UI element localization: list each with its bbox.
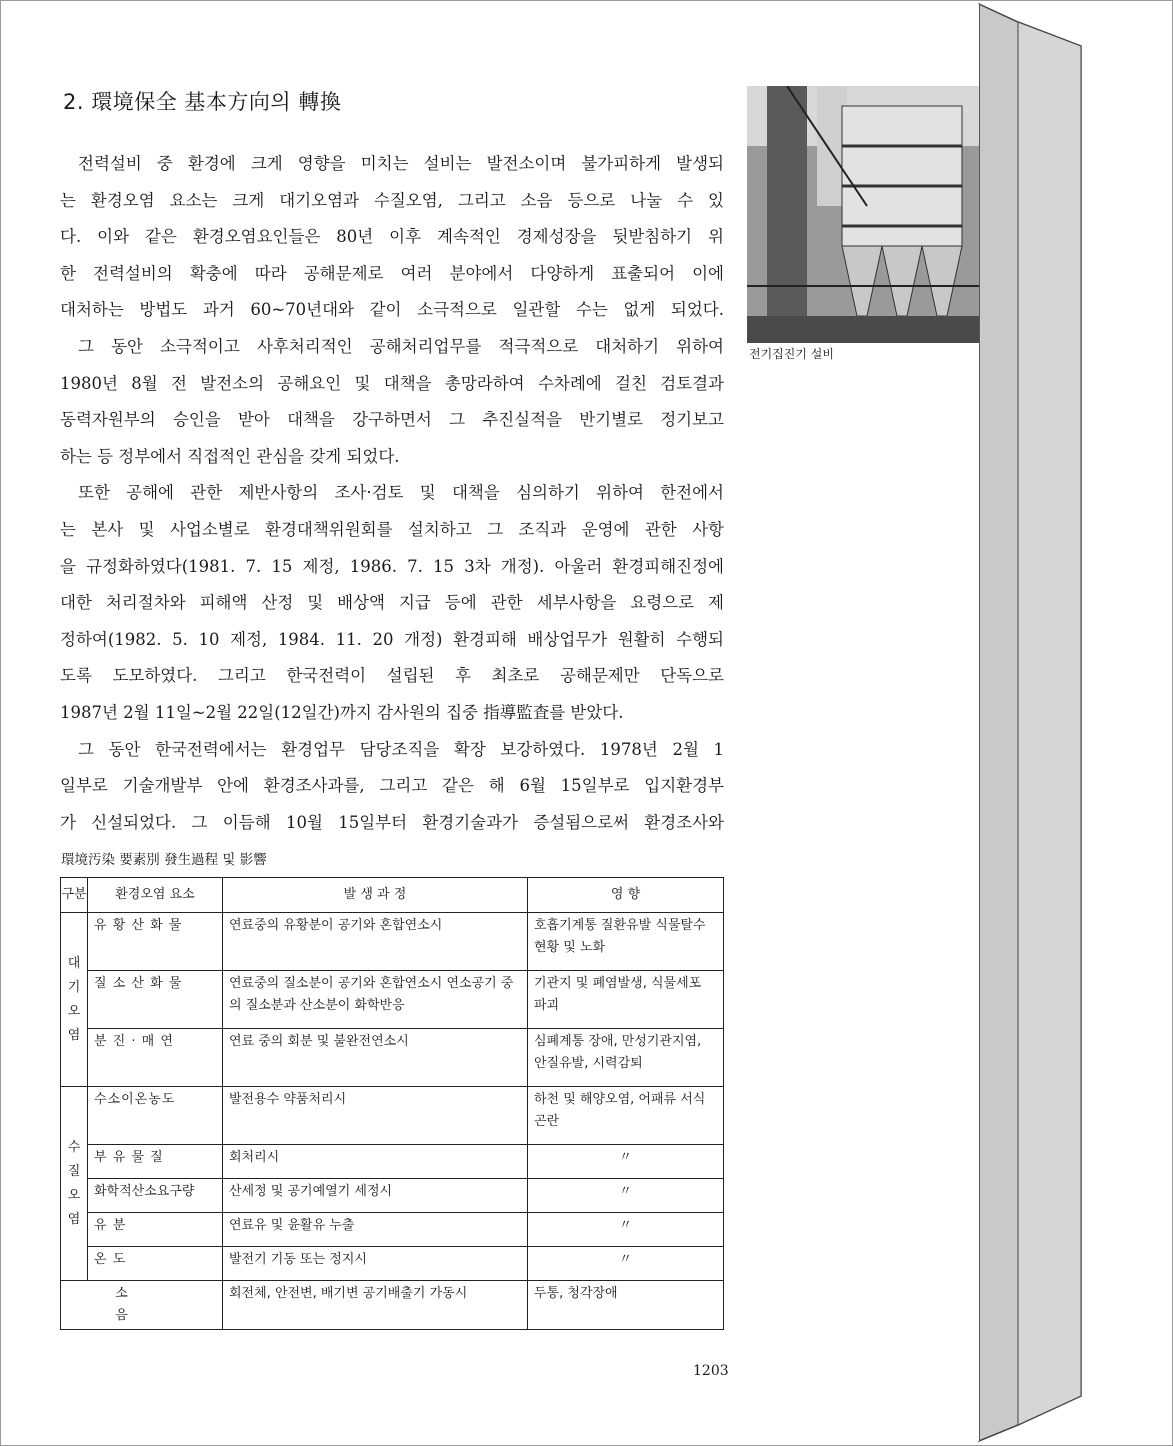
pollution-table	[60, 877, 724, 1330]
body-line: 일부로 기술개발부 안에 환경조사과를, 그리고 같은 해 6월 15일부로 입지환경부	[60, 776, 724, 796]
table-row	[61, 913, 724, 971]
process-cell: 발전기 기동 또는 정지시	[223, 1247, 528, 1281]
effect-cell: 호흡기계통 질환유발 식물탈수 현황 및 노화	[528, 913, 724, 971]
table-row	[61, 1247, 724, 1281]
element-cell: 질 소 산 화 물	[88, 971, 223, 1029]
element-cell: 분 진 · 매 연	[88, 1029, 223, 1087]
table-row	[61, 1029, 724, 1087]
noise-label: 소 음	[61, 1281, 223, 1330]
element-cell: 유 분	[88, 1213, 223, 1247]
table-row	[61, 1213, 724, 1247]
body-line: 그 동안 한국전력에서는 환경업무 담당조직을 확장 보강하였다. 1978년 2월 1	[78, 739, 724, 759]
table-row	[61, 1145, 724, 1179]
effect-cell: 기관지 및 폐염발생, 식물세포 파괴	[528, 971, 724, 1029]
body-line: 대처하는 방법도 과거 60~70년대와 같이 소극적으로 일관할 수는 없게 되었다.	[60, 300, 724, 320]
table-row	[61, 971, 724, 1029]
body-line: 한 전력설비의 확충에 따라 공해문제로 여러 분야에서 다양하게 표출되어 이에	[60, 263, 724, 283]
effect-cell: 심폐계통 장애, 만성기관지염, 안질유발, 시력감퇴	[528, 1029, 724, 1087]
process-cell: 연료중의 질소분이 공기와 혼합연소시 연소공기 중의 질소분과 산소분이 화학반응	[223, 971, 528, 1029]
body-line: 는 환경오염 요소는 크게 대기오염과 수질오염, 그리고 소음 등으로 나눌 수 있	[60, 190, 724, 210]
element-cell: 유 황 산 화 물	[88, 913, 223, 971]
header-category: 구분	[61, 878, 88, 913]
body-line: 1980년 8월 전 발전소의 공해요인 및 대책을 총망라하여 수차례에 걸친 검토결과	[60, 373, 724, 393]
body-line: 는 본사 및 사업소별로 환경대책위원회를 설치하고 그 조직과 운영에 관한 사항	[60, 519, 724, 539]
precipitator-photo	[747, 86, 979, 343]
process-cell: 연료유 및 윤활유 누출	[223, 1213, 528, 1247]
process-cell: 연료 중의 회분 및 불완전연소시	[223, 1029, 528, 1087]
process-cell: 회처리시	[223, 1145, 528, 1179]
section-heading: 2. 環境保全 基本方向의 轉換	[63, 90, 342, 114]
body-line: 전력설비 중 환경에 크게 영향을 미치는 설비는 발전소이며 불가피하게 발생되	[78, 154, 724, 173]
group-air	[61, 913, 88, 1087]
body-line: 또한 공해에 관한 제반사항의 조사·검토 및 대책을 심의하기 위하여 한전에서	[78, 483, 724, 503]
body-line: 도록 도모하였다. 그리고 한국전력이 설립된 후 최초로 공해문제만 단독으로	[60, 666, 724, 686]
effect-cell: 하천 및 해양오염, 어패류 서식곤란	[528, 1087, 724, 1145]
table-header-row	[61, 878, 724, 913]
body-text	[60, 146, 724, 841]
header-effect: 영 향	[528, 878, 724, 913]
photo-caption: 전기집진기 설비	[749, 347, 834, 361]
table-row	[61, 1087, 724, 1145]
element-cell: 온 도	[88, 1247, 223, 1281]
body-line: 그 동안 소극적이고 사후처리적인 공해처리업무를 적극적으로 대처하기 위하여	[78, 336, 724, 356]
header-element: 환경오염 요소	[88, 878, 223, 913]
table-row	[61, 1179, 724, 1213]
process-cell: 회전체, 안전변, 배기변 공기배출기 가동시	[223, 1281, 528, 1330]
effect-cell: 〃	[528, 1213, 724, 1247]
process-cell: 연료중의 유황분이 공기와 혼합연소시	[223, 913, 528, 971]
element-cell: 수소이온농도	[88, 1087, 223, 1145]
body-line: 을 규정화하였다(1981. 7. 15 제정, 1986. 7. 15 3차 개정). 아울러 환경피해진정에	[60, 556, 724, 576]
body-line: 1987년 2월 11일~2월 22일(12일간)까지 감사원의 집중 指導監査를 받았다.	[60, 702, 624, 722]
effect-cell: 〃	[528, 1247, 724, 1281]
table-title: 環境汚染 要素別 發生過程 및 影響	[61, 852, 267, 868]
group-water-label: 수질오염	[67, 1139, 81, 1227]
table-row-noise	[61, 1281, 724, 1330]
process-cell: 발전용수 약품처리시	[223, 1087, 528, 1145]
element-cell: 화학적산소요구량	[88, 1179, 223, 1213]
body-line: 정하여(1982. 5. 10 제정, 1984. 11. 20 개정) 환경피해 배상업무가 원활히 수행되	[60, 629, 724, 649]
effect-cell: 〃	[528, 1179, 724, 1213]
effect-cell: 〃	[528, 1145, 724, 1179]
body-line: 하는 등 정부에서 직접적인 관심을 갖게 되었다.	[60, 446, 400, 466]
group-water	[61, 1087, 88, 1281]
body-line: 가 신설되었다. 그 이듬해 10월 15일부터 환경기술과가 증설됨으로써 환경조사와	[60, 812, 724, 832]
body-line: 다. 이와 같은 환경오염요인들은 80년 이후 계속적인 경제성장을 뒷받침하기 위	[60, 227, 724, 247]
body-line: 대한 처리절차와 피해액 산정 및 배상액 지급 등에 관한 세부사항을 요령으로 제	[60, 593, 724, 613]
effect-cell: 두통, 청각장애	[528, 1281, 724, 1330]
header-process: 발 생 과 정	[223, 878, 528, 913]
element-cell: 부 유 물 질	[88, 1145, 223, 1179]
body-line: 동력자원부의 승인을 받아 대책을 강구하면서 그 추진실적을 반기별로 정기보고	[60, 410, 724, 430]
group-air-label: 대기오염	[67, 955, 81, 1043]
page-number: 1203	[693, 1363, 729, 1379]
process-cell: 산세정 및 공기예열기 세정시	[223, 1179, 528, 1213]
